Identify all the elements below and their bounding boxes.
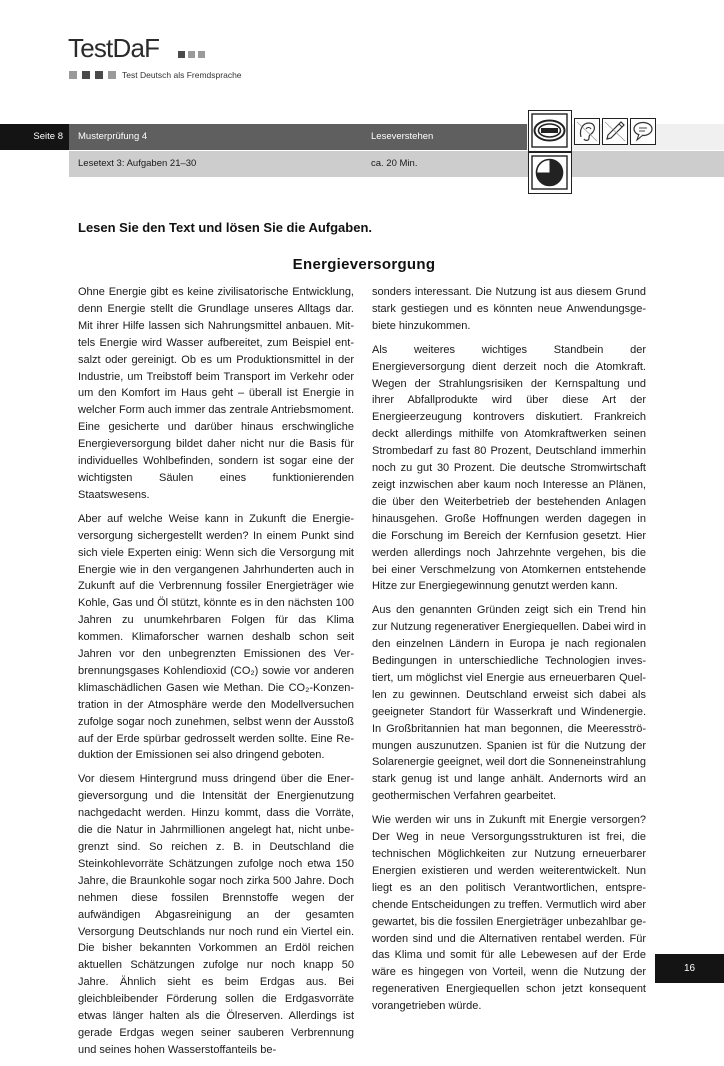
logo-subtitle-row (69, 66, 242, 84)
logo-square (95, 71, 103, 79)
task-instruction: Lesen Sie den Text und lösen Sie die Aufgaben. (78, 220, 372, 235)
logo-square (82, 71, 90, 79)
article-paragraph: Vor diesem Hintergrund muss dringend über die Energieversorgung und die Intensität der Energienutzung nachgedacht werden. Hinzu kommt, dass die Vorräte, die die Natur in Jahrmillionen angelegt hat, nicht unbegrenzt sind. So reichen z. B. in Deutschland die Steinkohlevorräte Schätzungen zufolge noch etwa 150 Jahre, die Braunkohle sogar noch zirka 500 Jahre. Doch nehmen diese fossilen Brennstoffe wegen der aufwändigen Abgasreinigung an der gesamten Versorgung Deutschlands nur noch rund ein Viertel ein. Die bisher bekannten Vorkommen an Erdöl reichen aktuellen Schätzungen zufolge nur noch knapp 50 Jahre. Ähnlich sieht es beim Erdgas aus. Bei gleichbleibender Förderung sollen die Erdgasvorräte etwas länger halten als die Ölreserven. Allerdings ist gerade Erdgas wegen seiner sauberen Verbrennung und seines hohen Wasserstoffanteils be- (78, 773, 354, 1056)
section-label: Leseverstehen (371, 131, 434, 142)
logo-wordmark: TestDaF (68, 33, 160, 63)
duration-label: ca. 20 Min. (371, 158, 418, 169)
logo-square (188, 51, 195, 58)
article-paragraph: Wie werden wir uns in Zukunft mit Energie versorgen? Der Weg in neue Versorgungsstrukturen ist frei, die technischen Möglichkeiten zur Nutzung erneuerbarer Energien existieren und werden weiterentwickelt. Nun liegt es an den politisch Verantwortlichen, entsprechende Entscheidungen zu treffen. Vermutlich wird aber gewartet, bis die fossilen Energieträger unbezahlbar geworden sind und die Alternativen rentabel werden. Für das Klima und somit für alle Lebewesen auf der Erde wäre es hingegen von Vorteil, wenn die Nutzung der regenerativen Energiequellen schon jetzt konsequent vorangetrieben würde. (372, 814, 646, 1013)
article-paragraph: Aus den genannten Gründen zeigt sich ein Trend hin zur Nutzung regenerativer Energiequellen. Dabei wird in den einzelnen Ländern in Europa je nach regionalen Bedingungen in unterschiedliche Technologien investiert, um möglichst viel Energie aus erneuerbaren Quellen zu gewinnen. Deutschland erweist sich dabei als geeigneter Standort für Wasserkraft und Windenergie. In Großbritannien hat man begonnen, die Meeresströmungen auszunutzen. Spanien ist für die Nutzung der Solarenergie geeignet, weil dort die Sonneneinstrahlung stark genug ist und lange anhält. Andernorts wird an geothermischen Verfahren gearbeitet. (372, 604, 646, 803)
article-title: Energieversorgung (292, 256, 436, 273)
page-number: 16 (655, 954, 724, 983)
logo-square (69, 71, 77, 79)
logo-square (178, 51, 185, 58)
article-paragraph: sonders interessant. Die Nutzung ist aus diesem Grund stark gestiegen und es könnten neue Anwendungsgebiete hinzukommen. (372, 286, 646, 332)
header-bar-secondary (69, 151, 724, 177)
logo-square (108, 71, 116, 79)
writing-pen-icon (602, 118, 628, 145)
article-paragraph: Aber auf welche Weise kann in Zukunft die Energieversorgung sichergestellt werden? In einem Punkt sind sich viele Experten einig: Wenn sich die Versorgung mit Energie wie in den vergangenen Jahrhunderten auch in Zukunft auf die Verbrennung fossiler Energieträger wie Kohle, Gas und Öl stützt, könnte es in den nächsten 100 Jahren zu unumkehrbaren Folgen für das Klima kommen. Klimaforscher warnen deshalb schon seit Jahren vor den unbegrenzten Emissionen des Verbrennungsgases Kohlendioxid (CO₂) sowie vor anderen klimaschädlichen Gasen wie Methan. Die CO₂-Konzentration in der Atmosphäre werde den Modellversuchen zufolge sogar noch zunehmen, selbst wenn der Ausstoß auf der Erde spürbar gedrosselt werden sollte. Eine Reduktion der Emissionen sei also dringend geboten. (78, 512, 354, 762)
text-label: Lesetext 3: Aufgaben 21–30 (78, 158, 197, 169)
testdaf-logo (68, 33, 242, 80)
article-paragraph: Als weiteres wichtiges Standbein der Energieversorgung dient derzeit noch die Atomkraft. Wegen der Strahlungsrisiken der Kernspaltung und ihrer Abfallprodukte wird über diese Art der Energieerzeugung kontrovers diskutiert. Frankreich deckt allerdings mithilfe von Atomkraftwerken seinen Strombedarf zu fast 80 Prozent, Deutschland immerhin noch zu gut 30 Prozent. Die deutsche Stromwirtschaft zeigt inzwischen aber kaum noch Interesse an Plänen, die über den Weiterbetrieb der bestehenden Anlagen hinausgehen. Große Hoffnungen werden dagegen in die Forschung im Bereich der Kernfusion gesetzt. Hier werden allerdings noch Jahrzehnte vergehen, bis die bei einer Verschmelzung von Atomkernen entstehende Hitze zur Energiegewinnung genutzt werden kann. (372, 343, 646, 593)
logo-square (198, 51, 205, 58)
article-column-right (372, 284, 646, 1022)
exam-label: Musterprüfung 4 (78, 131, 148, 142)
time-pie-icon (528, 152, 572, 194)
page-label: Seite 8 (0, 124, 69, 150)
speaking-bubble-icon (630, 118, 656, 145)
logo-subtitle: Test Deutsch als Fremdsprache (122, 69, 242, 80)
header-bar-primary (0, 124, 527, 150)
article-paragraph: Ohne Energie gibt es keine zivilisatorische Entwicklung, denn Energie stellt die Grundlage unseres Alltags dar. Mit ihrer Hilfe lassen sich Nahrungsmittel anbauen. Mittels Energie wird Wasser aufbereitet, zum Beispiel entsalzt oder gereinigt. Ob es um Produktionsmittel in der Industrie, um Treibstoff beim Transport im Verkehr oder um den Komfort im Haus geht – überall ist Energie in welcher Form auch immer das zentrale Antriebsmoment. Eine gesicherte und darüber hinaus erschwingliche Energieversorgung bildet daher nicht nur die Basis für individuelles Wohlbefinden, sondern ist sogar eine der wichtigsten Säulen eines funktionierenden Staatswesens. (78, 286, 354, 501)
article-column-left (78, 284, 354, 1066)
reading-eye-icon (528, 110, 572, 152)
listening-ear-icon (574, 118, 600, 145)
